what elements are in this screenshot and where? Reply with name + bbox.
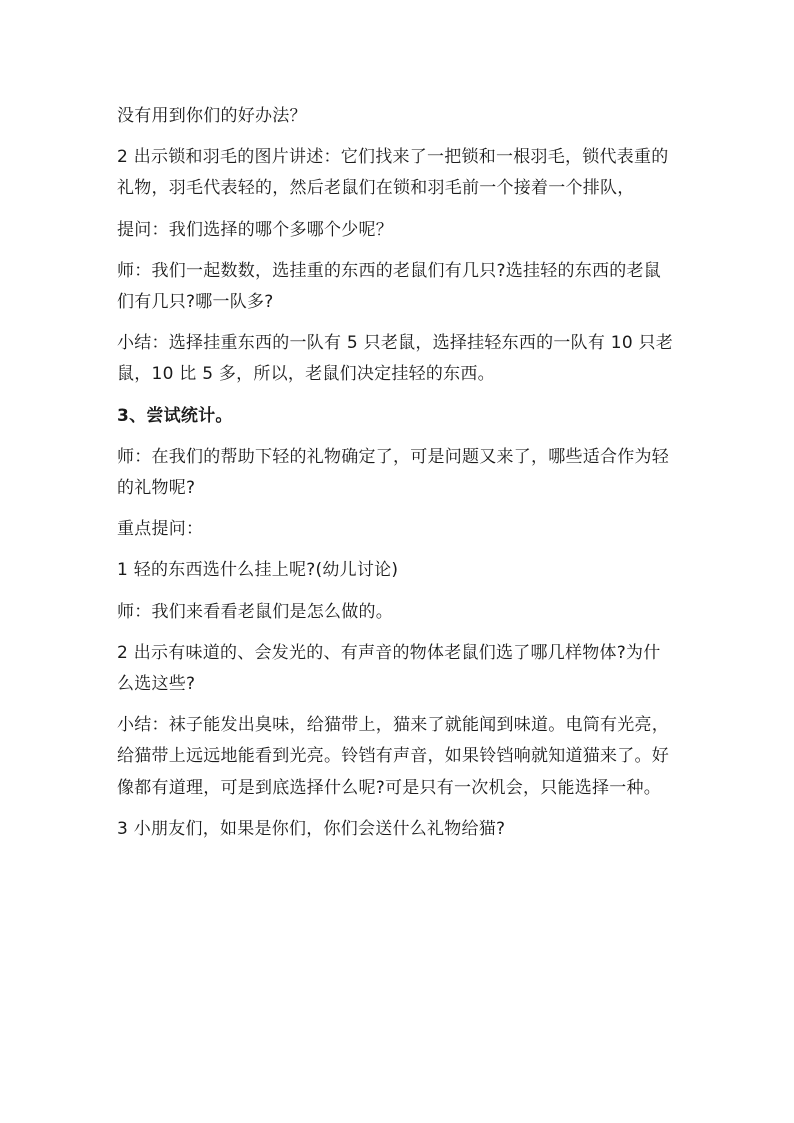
paragraph-2: 2 出示锁和羽毛的图片讲述：它们找来了一把锁和一根羽毛，锁代表重的礼物，羽毛代表轻的，然后老鼠们在锁和羽毛前一个接着一个排队，	[117, 147, 669, 199]
paragraph-7: 师：在我们的帮助下轻的礼物确定了，可是问题又来了，哪些适合作为轻的礼物呢?	[117, 446, 669, 499]
paragraph-13: 3 小朋友们，如果是你们，你们会送什么礼物给猫?	[117, 818, 506, 839]
paragraph-1: 没有用到你们的好办法？	[117, 106, 307, 126]
paragraph-5: 小结：选择挂重东西的一队有 5 只老鼠，选择挂轻东西的一队有 10 只老鼠，10 比 5 多，所以，老鼠们决定挂轻的东西。	[117, 333, 674, 385]
paragraph-10: 师：我们来看看老鼠们是怎么做的。	[117, 601, 393, 622]
paragraph-8: 重点提问：	[117, 519, 204, 540]
paragraph-11: 2 出示有味道的、会发光的、有声音的物体老鼠们选了哪几样物体?为什么选这些?	[117, 642, 661, 695]
section-heading: 3、尝试统计。	[117, 405, 233, 426]
paragraph-3: 提问：我们选择的哪个多哪个少呢？	[117, 219, 393, 240]
paragraph-9: 1 轻的东西选什么挂上呢?(幼儿讨论)	[117, 560, 399, 581]
paragraph-12: 小结：袜子能发出臭味，给猫带上，猫来了就能闻到味道。电筒有光亮，给猫带上远远地能看到光亮。铃铛有声音，如果铃铛响就知道猫来了。好像都有道理，可是到底选择什么呢?可是只有一次机会，只能选择一种。	[117, 715, 669, 798]
paragraph-4: 师：我们一起数数，选挂重的东西的老鼠们有几只?选挂轻的东西的老鼠们有几只?哪一队多?	[117, 260, 662, 313]
document-body	[117, 101, 677, 855]
